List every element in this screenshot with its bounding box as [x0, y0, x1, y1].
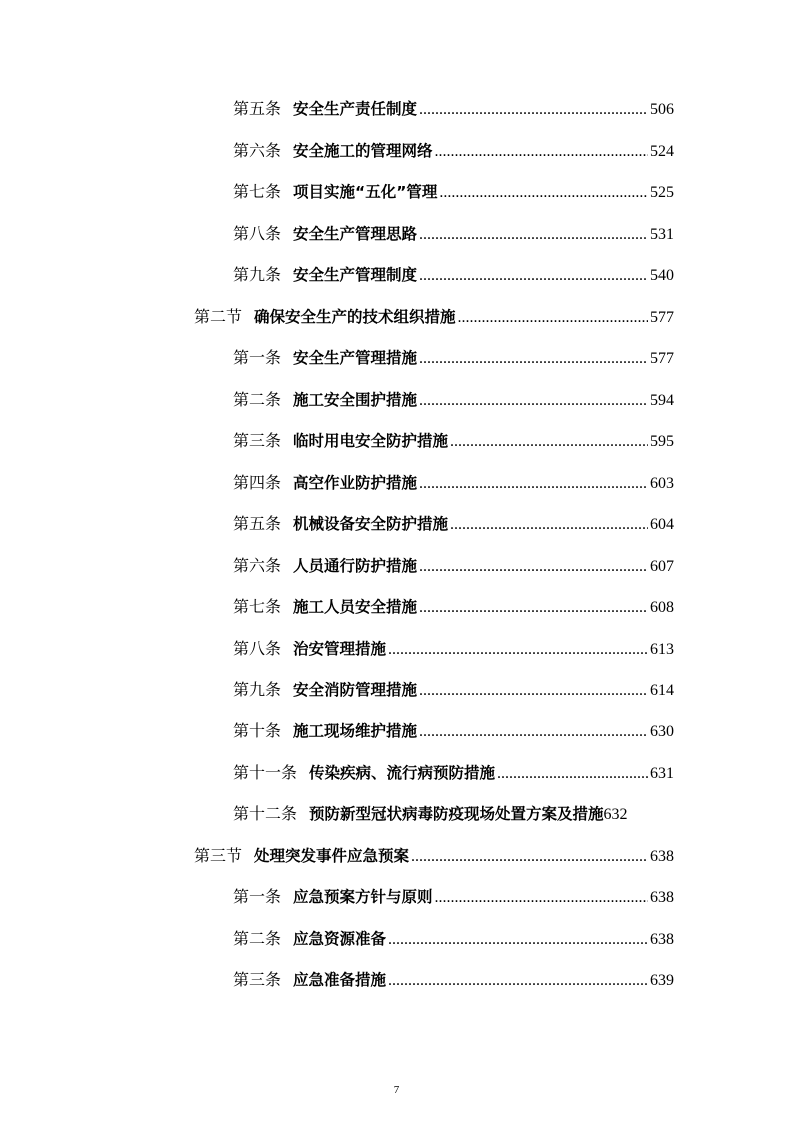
toc-entry[interactable] [233, 967, 674, 993]
toc-entry-number: 第九条 [233, 680, 282, 699]
toc-entry-page: 540 [650, 267, 674, 284]
toc-entry-page: 506 [650, 101, 674, 118]
toc-entry[interactable] [233, 96, 674, 122]
toc-leader-dots [388, 637, 648, 663]
toc-leader-dots [388, 968, 648, 994]
toc-entry[interactable] [233, 179, 674, 205]
toc-entry[interactable] [233, 511, 674, 537]
toc-entry-number: 第三节 [194, 846, 243, 865]
toc-entry-number: 第十二条 [233, 804, 298, 823]
toc-entry-title: 确保安全生产的技术组织措施 [254, 308, 456, 326]
toc-leader-dots [419, 471, 648, 497]
toc-entry-title: 应急准备措施 [293, 971, 387, 989]
toc-entry-page: 525 [650, 184, 674, 201]
toc-entry-title: 施工安全围护措施 [293, 391, 418, 409]
toc-entry-title: 应急资源准备 [293, 930, 387, 948]
toc-entry-page: 595 [650, 433, 674, 450]
toc-entry-page: 630 [650, 723, 674, 740]
toc-entry[interactable] [233, 470, 674, 496]
toc-entry-page: 577 [650, 350, 674, 367]
toc-entry-title: 高空作业防护措施 [293, 474, 418, 492]
toc-leader-dots [439, 180, 648, 206]
toc-entry-title: 施工人员安全措施 [293, 598, 418, 616]
toc-entry-number: 第十条 [233, 721, 282, 740]
toc-entry-title: 安全生产管理制度 [293, 266, 418, 284]
toc-entry[interactable] [233, 138, 674, 164]
toc-leader-dots [450, 429, 648, 455]
toc-entry-page: 594 [650, 392, 674, 409]
toc-entry[interactable] [233, 926, 674, 952]
toc-entry-page: 524 [650, 143, 674, 160]
toc-entry-number: 第七条 [233, 597, 282, 616]
toc-entry[interactable] [233, 428, 674, 454]
toc-entry[interactable] [233, 262, 674, 288]
toc-entry-page: 608 [650, 599, 674, 616]
toc-entry-number: 第一条 [233, 348, 282, 367]
toc-entry[interactable] [233, 677, 674, 703]
toc-entry-number: 第五条 [233, 514, 282, 533]
toc-entry-page: 603 [650, 475, 674, 492]
toc-entry-number: 第九条 [233, 265, 282, 284]
toc-entry-number: 第二条 [233, 929, 282, 948]
toc-entry-number: 第六条 [233, 141, 282, 160]
toc-entry[interactable] [233, 718, 674, 744]
toc-entry-page: 607 [650, 558, 674, 575]
toc-entry-page: 638 [650, 848, 674, 865]
toc-entry-title: 治安管理措施 [293, 640, 387, 658]
toc-entry-page: 604 [650, 516, 674, 533]
toc-entry-number: 第四条 [233, 473, 282, 492]
toc-entry-page: 631 [650, 765, 674, 782]
toc-leader-dots [419, 97, 648, 123]
toc-section-entry[interactable] [194, 304, 674, 330]
toc-leader-dots [419, 554, 648, 580]
toc-entry-title: 安全生产管理措施 [293, 349, 418, 367]
toc-entry-title: 施工现场维护措施 [293, 722, 418, 740]
toc-entry[interactable] [233, 801, 701, 827]
toc-section-entry[interactable] [194, 843, 674, 869]
toc-entry-title: 临时用电安全防护措施 [293, 432, 449, 450]
toc-entry-number: 第二节 [194, 307, 243, 326]
toc-leader-dots [419, 222, 648, 248]
toc-leader-dots [419, 263, 648, 289]
toc-entry[interactable] [233, 345, 674, 371]
toc-leader-dots [419, 595, 648, 621]
toc-leader-dots [388, 927, 648, 953]
toc-entry-page: 638 [650, 889, 674, 906]
toc-leader-dots [435, 139, 648, 165]
toc-leader-dots [435, 885, 648, 911]
toc-entry-title: 人员通行防护措施 [293, 557, 418, 575]
page-number: 7 [393, 1084, 400, 1096]
toc-entry-number: 第十一条 [233, 763, 298, 782]
toc-entry-page: 614 [650, 682, 674, 699]
toc-leader-dots [450, 512, 648, 538]
toc-entry-title: 应急预案方针与原则 [293, 888, 433, 906]
toc-leader-dots [419, 346, 648, 372]
toc-leader-dots [419, 678, 648, 704]
toc-entry-number: 第三条 [233, 970, 282, 989]
toc-entry[interactable] [233, 553, 674, 579]
toc-entry[interactable] [233, 884, 674, 910]
toc-entry-title: 安全消防管理措施 [293, 681, 418, 699]
toc-entry-number: 第一条 [233, 887, 282, 906]
toc-entry-title: 机械设备安全防护措施 [293, 515, 449, 533]
toc-entry-page: 638 [650, 931, 674, 948]
toc-entry-number: 第七条 [233, 182, 282, 201]
toc-entry-title: 项目实施“五化”管理 [293, 183, 438, 201]
toc-entry-title: 处理突发事件应急预案 [254, 847, 410, 865]
toc-entry[interactable] [233, 636, 674, 662]
toc-entry-page: 613 [650, 641, 674, 658]
toc-entry-number: 第五条 [233, 99, 282, 118]
toc-entry-title: 传染疾病、流行病预防措施 [309, 764, 496, 782]
toc-entry[interactable] [233, 760, 674, 786]
toc-leader-dots [411, 844, 648, 870]
toc-entry-number: 第二条 [233, 390, 282, 409]
toc-leader-dots [497, 761, 648, 787]
toc-entry-title: 安全生产管理思路 [293, 225, 418, 243]
toc-entry-page: 632 [603, 806, 628, 823]
toc-entry-page: 531 [650, 226, 674, 243]
toc-entry-number: 第八条 [233, 639, 282, 658]
toc-entry[interactable] [233, 594, 674, 620]
toc-leader-dots [419, 719, 648, 745]
toc-entry-title: 安全施工的管理网络 [293, 142, 433, 160]
toc-entry-number: 第八条 [233, 224, 282, 243]
toc-entry-number: 第三条 [233, 431, 282, 450]
toc-entry-title: 安全生产责任制度 [293, 100, 418, 118]
toc-leader-dots [419, 388, 648, 414]
toc-entry[interactable] [233, 221, 674, 247]
toc-leader-dots [458, 305, 648, 331]
toc-entry-title: 预防新型冠状病毒防疫现场处置方案及措施 [309, 805, 604, 823]
toc-entry-page: 577 [650, 309, 674, 326]
toc-entry-number: 第六条 [233, 556, 282, 575]
toc-entry-page: 639 [650, 972, 674, 989]
toc-entry[interactable] [233, 387, 674, 413]
